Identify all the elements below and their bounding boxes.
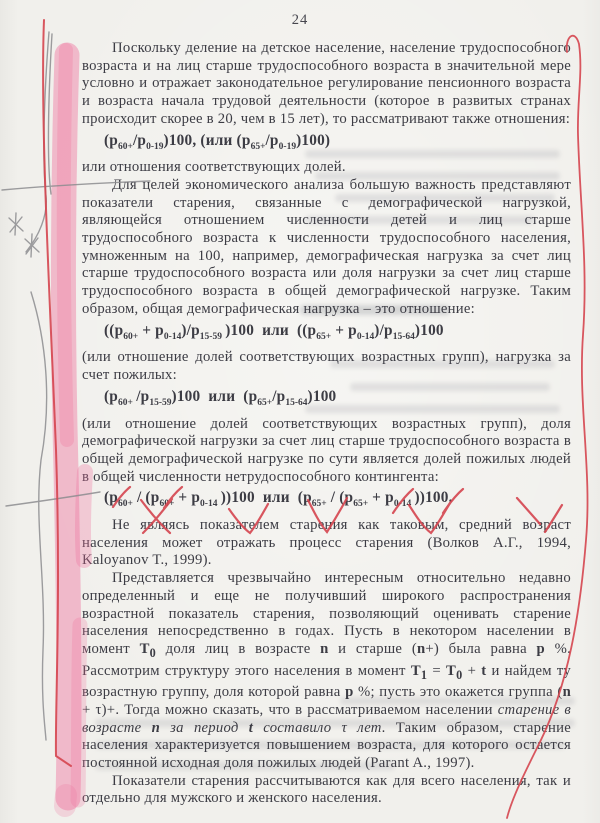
pencil-vertical-loop [48, 34, 52, 194]
paragraph: (или отношение долей соответствующих возрастных групп), доля демографической нагрузки за счет лиц старше трудоспособного возраста в общей демографической нагрузке по сути является долей пожилых людей в общей численности нетрудоспособного контингента: [82, 415, 571, 485]
formula-line: ($p_{60+} / (p_{60+} + p_{0-14}$ ))100 или ($p_{65+} / (p_{65+} + p_{0-14}$ ))100. [104, 489, 453, 510]
formula-line: ($(p_{60+} + p_{0-14})/p_{15-59}$ )100 или $((p_{65+} + p_{0-14})/p_{15-64})100$ [104, 321, 444, 342]
paragraph: Не являясь показателем старения как таковым, средний возраст населения может отражать процесс старения (Волков А.Г., 1994, Kaloyanov T., 1999). [82, 517, 571, 569]
highlighter-stroke [63, 55, 69, 798]
body-text-column [82, 40, 571, 808]
pen-left-vertical-line [43, 20, 71, 766]
paragraph: Показатели старения рассчитываются как для всего населения, так и отдельно для мужского и женского населения. [82, 772, 571, 807]
paragraph: (или отношение долей соответствующих возрастных групп), нагрузка за счет пожилых: [82, 349, 571, 384]
pencil-asterisk [9, 213, 23, 235]
highlighter-stroke [64, 50, 67, 440]
page-number: 24 [291, 12, 309, 28]
paragraph: Для целей экономического анализа большую важность представляют показатели старения, связанные с демографической нагрузкой, являющейся отношением численности детей и лиц старше трудоспособного возраста к численности трудоспособного населения, умноженным на 100, например, демографическая нагрузка за счет лиц старше трудоспособного возраста или доля нагрузки за счет лиц старше трудоспособного возраста в общей демографической нагрузке. Таким образом, общая демографическая нагрузка – это отношение: [82, 176, 571, 317]
pencil-vertical-loop [26, 32, 49, 252]
paragraph: Поскольку деление на детское население, население трудоспособного возраста и на лиц старше трудоспособного возраста в значительной мере условно и отражает законодательное регулирование пенсионного возраста и возраста начала трудовой деятельности (которое в развитых странах происходит скорее в 20, чем в 15 лет), то рассматривают также отношения: [82, 40, 571, 127]
formula-line: $(p_{60+}/p_{0-19})100$, (или $(p_{65+}/p_{0-19})100$) [104, 131, 331, 152]
pencil-long-line [31, 292, 47, 740]
highlighter-stroke [65, 795, 66, 806]
formula-line: ($p_{60+}$ $/p_{15-59})100$ или $(p_{65+}/p_{15-64})100$ [104, 387, 337, 408]
paragraph: Представляется чрезвычайно интересным относительно недавно определенный и еще не получивший широкого распространения возрастной показатель старения, позволяющий оценивать старение населения непосредственно в годах. Пусть в некотором населении в момент $T_0$ доля лиц в возрасте n и старше (n+) была равна p %. Рассмотрим структуру этого населения в момент $T_1 = T_0 + t$ и найдем ту возрастную группу, доля которой равна p %; пусть это окажется группа (n + τ)+. Тогда можно сказать, что в рассматриваемом населении старение в возрасте n за период t составило τ лет. Таким образом, старение населения характеризуется повышением возраста, для которого остается постоянной исходная доля пожилых людей (Parant A., 1997). [82, 570, 571, 772]
highlighter-stroke [78, 625, 80, 800]
pencil-asterisk [25, 234, 39, 257]
paragraph: или отношения соответствующих долей. [82, 159, 346, 176]
